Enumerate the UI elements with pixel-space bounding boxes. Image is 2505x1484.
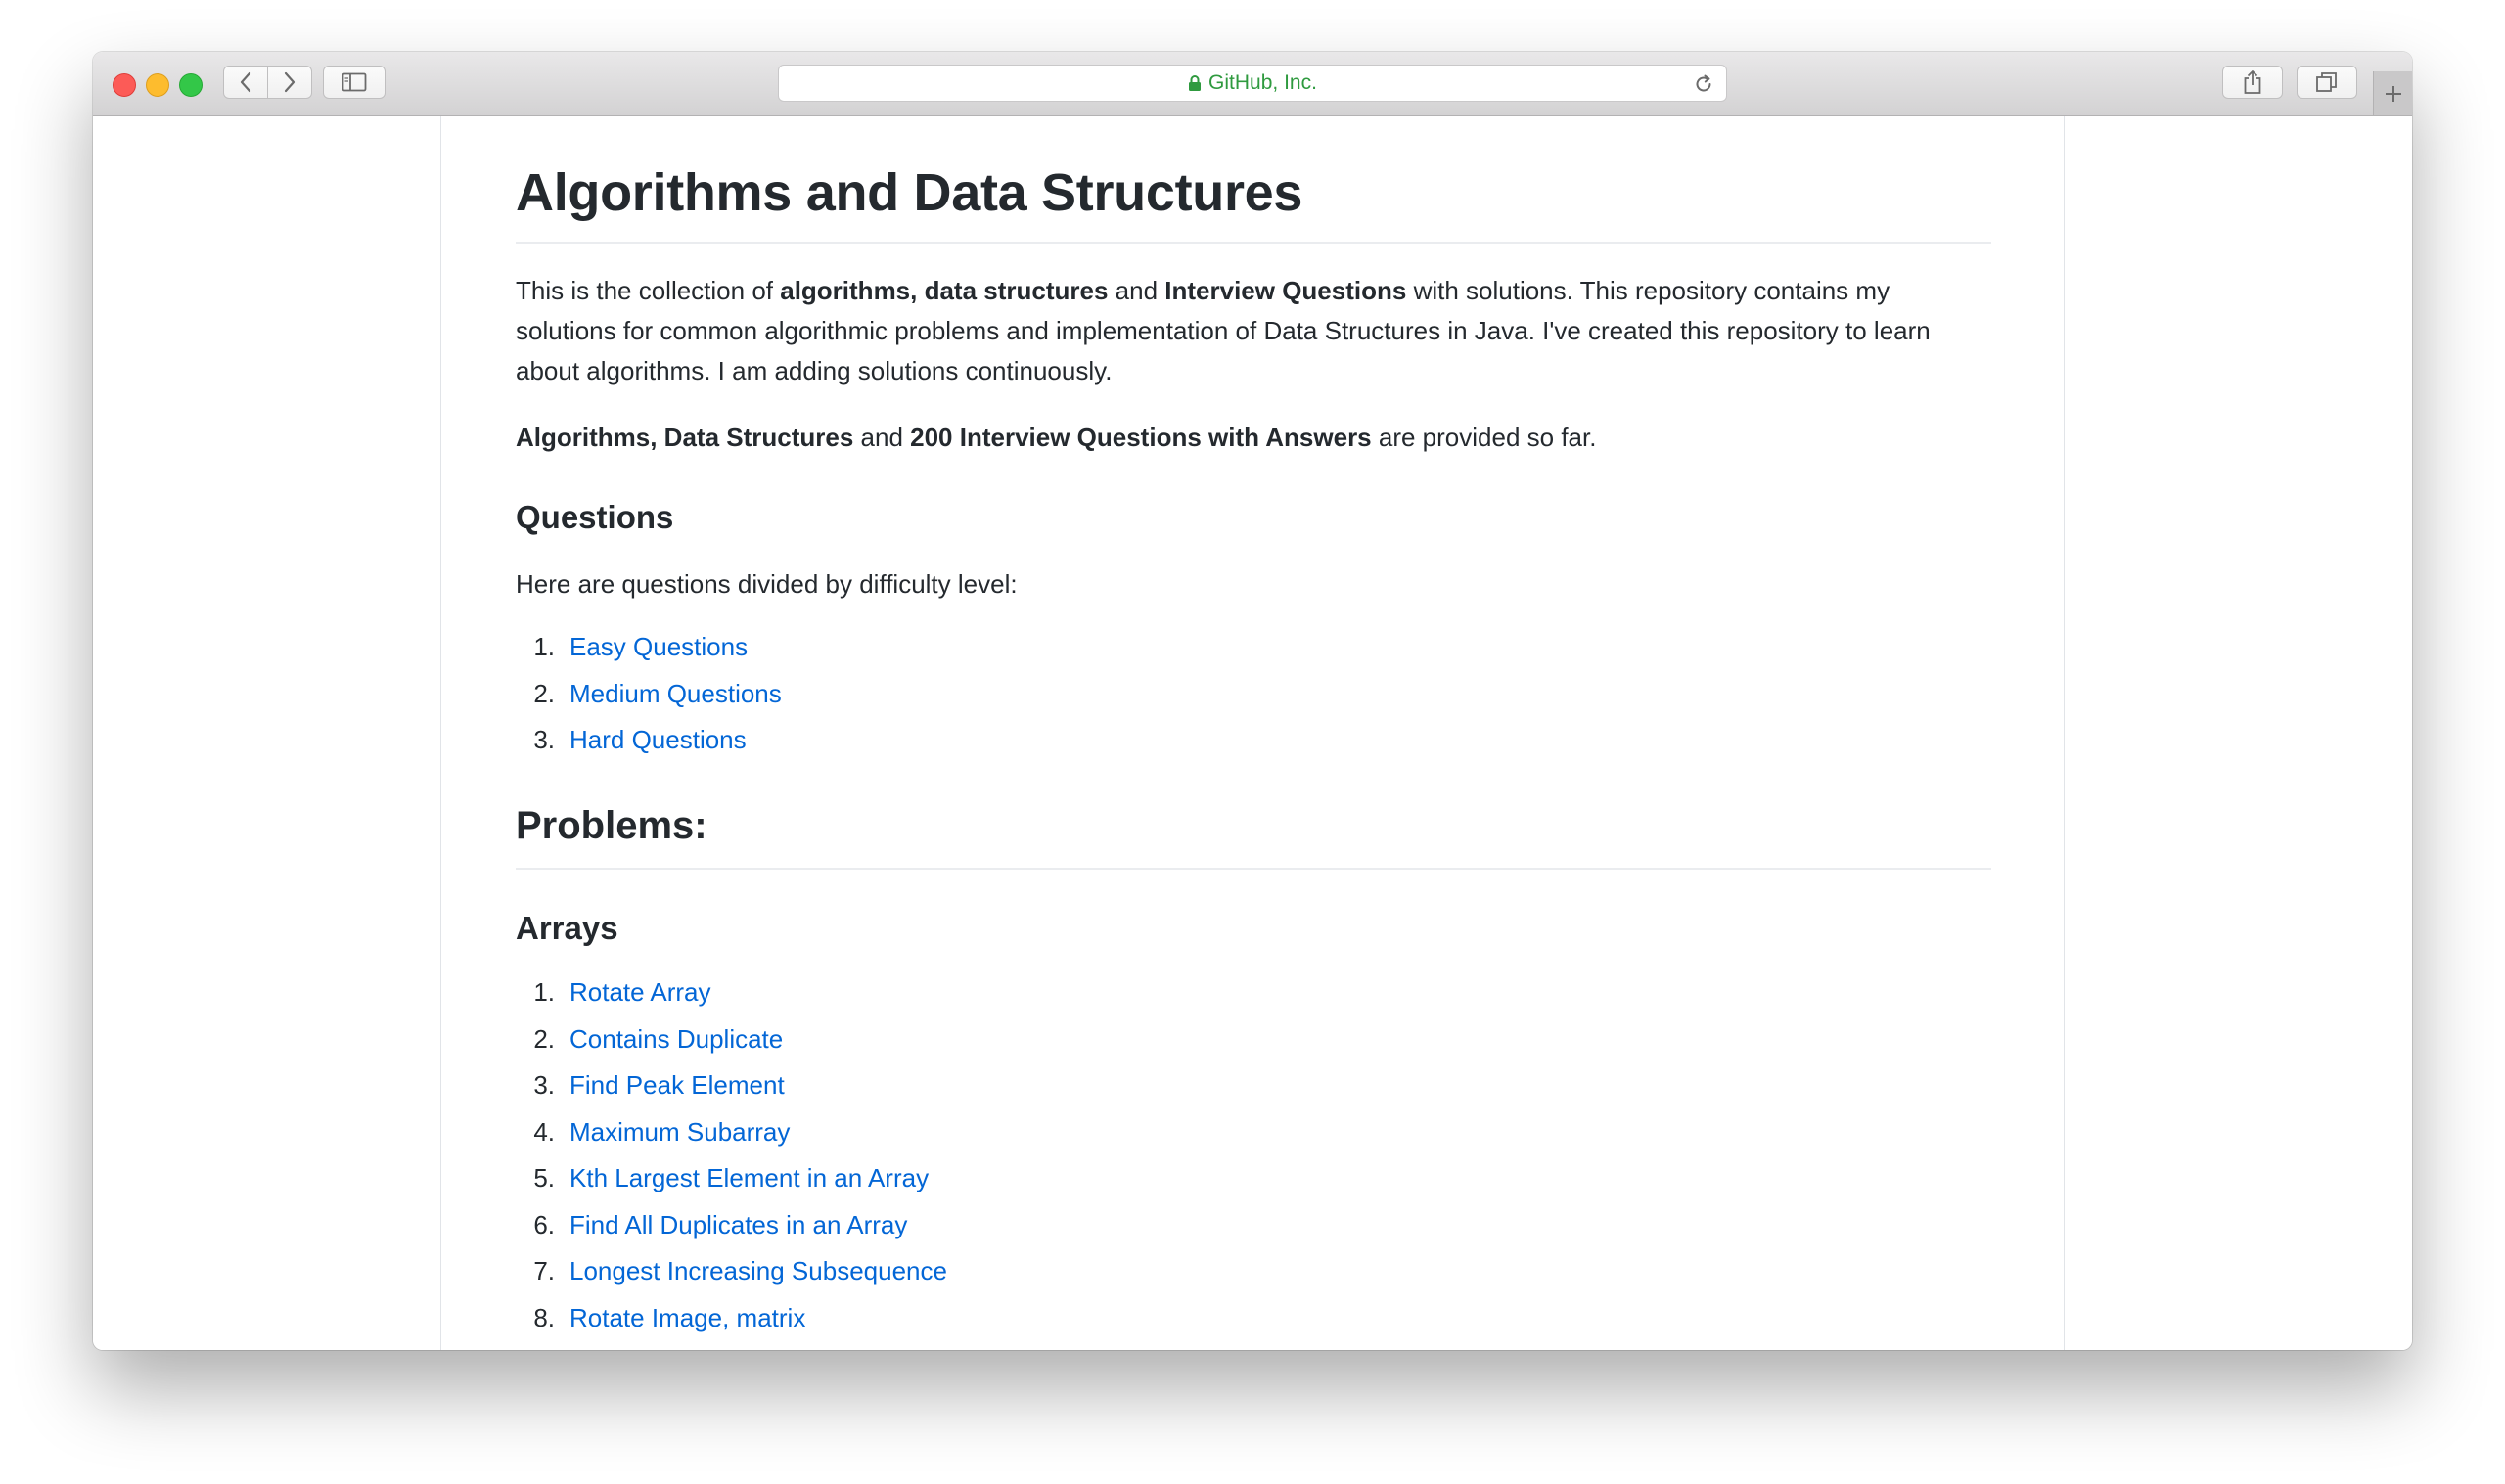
show-sidebar-button[interactable]: [323, 66, 386, 99]
share-icon: [2242, 69, 2263, 95]
list-item: [516, 624, 782, 671]
address-bar[interactable]: [778, 65, 1727, 102]
summary-bold-2: 200 Interview Questions with Answers: [910, 423, 1372, 452]
problems-heading: Problems:: [516, 804, 707, 847]
link-find-all-duplicates[interactable]: Find All Duplicates in an Array: [569, 1209, 908, 1239]
reload-icon[interactable]: [1693, 73, 1714, 100]
list-number: 8.: [533, 1302, 555, 1332]
title-divider: [516, 242, 1991, 244]
address-text-wrap: [779, 66, 1726, 101]
list-item: [516, 671, 782, 718]
list-number: 1.: [533, 977, 555, 1008]
list-item: [516, 1202, 947, 1249]
show-tabs-button[interactable]: [2297, 66, 2357, 99]
browser-window: [93, 52, 2412, 1350]
chevron-right-icon: [283, 71, 296, 93]
list-item: [516, 1016, 947, 1063]
arrays-heading: Arrays: [516, 910, 618, 946]
problems-divider: [516, 868, 1991, 870]
link-rotate-image-matrix[interactable]: Rotate Image, matrix: [569, 1302, 806, 1332]
list-item: [516, 1062, 947, 1109]
list-number: 3.: [533, 725, 555, 755]
questions-heading: Questions: [516, 499, 674, 535]
lock-icon: [1188, 74, 1202, 92]
back-button[interactable]: [223, 66, 268, 99]
intro-text-2: and: [1108, 276, 1165, 305]
summary-text-2: are provided so far.: [1371, 423, 1597, 452]
questions-lead: Here are questions divided by difficulty level:: [516, 569, 1018, 599]
link-contains-duplicate[interactable]: Contains Duplicate: [569, 1023, 784, 1054]
page-title: Algorithms and Data Structures: [516, 163, 1303, 222]
minimize-window-button[interactable]: [146, 73, 169, 97]
zoom-window-button[interactable]: [179, 73, 203, 97]
list-item: [516, 969, 947, 1016]
list-number: 2.: [533, 678, 555, 708]
new-tab-button[interactable]: [2373, 71, 2412, 115]
address-text: GitHub, Inc.: [1208, 71, 1317, 94]
list-number: 6.: [533, 1209, 555, 1239]
intro-text-3: with solutions. This repository contains my solutions for common algorithmic problems and implementation of Data Structures in Java. I've created this repository to learn about algorithms. I am adding solutions continuously.: [516, 276, 1931, 385]
link-kth-largest-element[interactable]: Kth Largest Element in an Array: [569, 1163, 930, 1193]
link-rotate-array[interactable]: Rotate Array: [569, 977, 711, 1008]
list-number: 5.: [533, 1163, 555, 1193]
chevron-left-icon: [239, 71, 252, 93]
list-item: [516, 717, 782, 764]
share-button[interactable]: [2222, 66, 2283, 99]
sidebar-icon: [342, 72, 367, 92]
list-number: 7.: [533, 1256, 555, 1286]
list-number: 3.: [533, 1070, 555, 1101]
list-number: 4.: [533, 1116, 555, 1147]
list-item: [516, 1295, 947, 1342]
list-number: 1.: [533, 632, 555, 662]
intro-text-1: This is the collection of: [516, 276, 781, 305]
page-viewport: [93, 116, 2412, 1350]
link-find-peak-element[interactable]: Find Peak Element: [569, 1070, 785, 1101]
forward-button[interactable]: [267, 66, 312, 99]
link-easy-questions[interactable]: Easy Questions: [569, 632, 749, 662]
arrays-list: [516, 969, 947, 1341]
close-window-button[interactable]: [113, 73, 136, 97]
intro-bold-1: algorithms, data structures: [780, 276, 1109, 305]
intro-paragraph: [516, 271, 1991, 391]
link-longest-increasing-subsequence[interactable]: Longest Increasing Subsequence: [569, 1256, 947, 1286]
link-medium-questions[interactable]: Medium Questions: [569, 678, 782, 708]
summary-paragraph: [516, 418, 1991, 458]
readme-container: [440, 116, 2065, 1350]
browser-toolbar: [93, 52, 2412, 116]
list-item: [516, 1248, 947, 1295]
link-hard-questions[interactable]: Hard Questions: [569, 725, 747, 755]
list-item: [516, 1109, 947, 1156]
tabs-overview-icon: [2315, 71, 2339, 93]
intro-bold-2: Interview Questions: [1164, 276, 1407, 305]
plus-icon: [2385, 85, 2402, 103]
summary-bold-1: Algorithms, Data Structures: [516, 423, 854, 452]
questions-list: [516, 624, 782, 764]
summary-text-1: and: [853, 423, 911, 452]
list-number: 2.: [533, 1023, 555, 1054]
list-item: [516, 1155, 947, 1202]
link-maximum-subarray[interactable]: Maximum Subarray: [569, 1116, 791, 1147]
